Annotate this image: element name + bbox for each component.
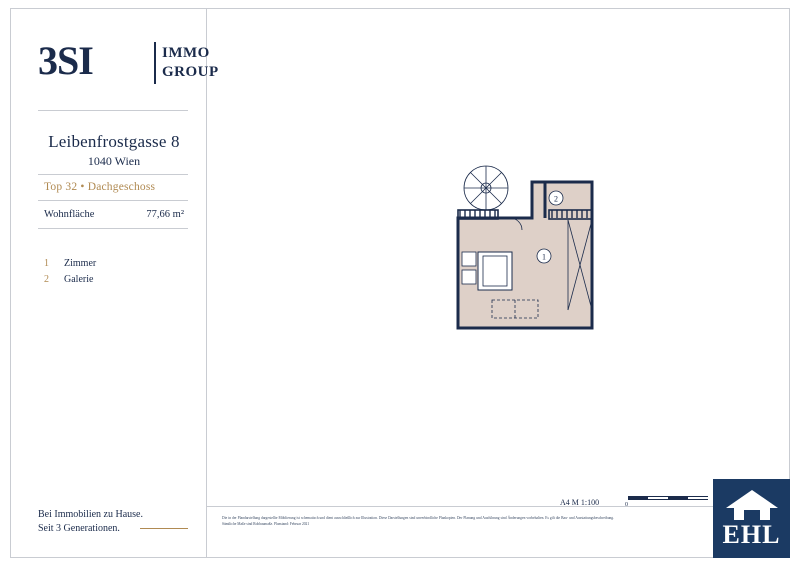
- property-street: Leibenfrostgasse 8: [48, 132, 180, 151]
- logo-rule: [38, 110, 188, 111]
- logo-divider: [154, 42, 156, 84]
- scale-zero-label: 0: [625, 502, 628, 508]
- scale-label: A4 M 1:100: [560, 498, 600, 507]
- logo-immo-line: IMMO: [162, 45, 210, 61]
- spiral-stair: [464, 166, 508, 210]
- floorplan-drawing: [440, 160, 620, 360]
- brand-logo: [38, 38, 219, 94]
- logo-immo-group: [162, 44, 219, 82]
- logo-3si-text: 3SI: [38, 38, 93, 83]
- property-unit-line: [44, 181, 155, 193]
- scale-bar: [628, 496, 708, 500]
- area-rule: [38, 228, 188, 229]
- legend-label: Zimmer: [64, 258, 97, 269]
- scale-segment: [648, 496, 668, 500]
- property-floor: Dachgeschoss: [87, 181, 156, 193]
- panel-divider: [206, 8, 207, 558]
- legend-number: 2: [44, 274, 49, 285]
- slogan-line-2: Seit 3 Generationen.: [38, 523, 120, 534]
- ehl-logo: [713, 479, 790, 558]
- legend-item: [44, 274, 194, 290]
- address-rule: [38, 174, 188, 175]
- area-value: 77,66 m²: [146, 209, 184, 220]
- legend-number: 1: [44, 258, 49, 269]
- svg-text:1: 1: [542, 252, 546, 262]
- svg-text:2: 2: [554, 194, 558, 204]
- property-unit: Top 32: [44, 181, 78, 193]
- slogan-line-1: Bei Immobilien zu Hause.: [38, 509, 143, 520]
- room-legend: [44, 258, 194, 290]
- ehl-wordmark: EHL: [722, 520, 781, 549]
- property-city: 1040 Wien: [87, 154, 141, 168]
- unit-rule: [38, 200, 188, 201]
- room-number-2: [549, 191, 563, 205]
- legend-label: Galerie: [64, 274, 94, 285]
- footer-rule: [206, 506, 790, 507]
- slogan-accent-rule: [140, 528, 188, 529]
- logo-group-line: GROUP: [162, 64, 219, 80]
- scale-segment: [668, 496, 688, 500]
- room-number-1: [537, 249, 551, 263]
- unit-separator: •: [80, 181, 85, 193]
- legend-item: [44, 258, 194, 274]
- scale-segment: [628, 496, 648, 500]
- disclaimer-text: Die in der Plandarstellung dargestellte Möblierung ist schematisch und dient ausschließlich zur Illustration. Diese Darstellungen sind unverbindliche Plankopien. Der Planung und Ausführung sind Änderungen vorbehalten. Es gilt die Bau- und Ausstattungsbeschreibung. Sämtliche Maße sind Rohbaumaße. Planstand: Februar 2021: [222, 516, 614, 526]
- scale-segment: [688, 496, 708, 500]
- brand-slogan: [38, 508, 143, 536]
- area-label: Wohnfläche: [44, 209, 95, 220]
